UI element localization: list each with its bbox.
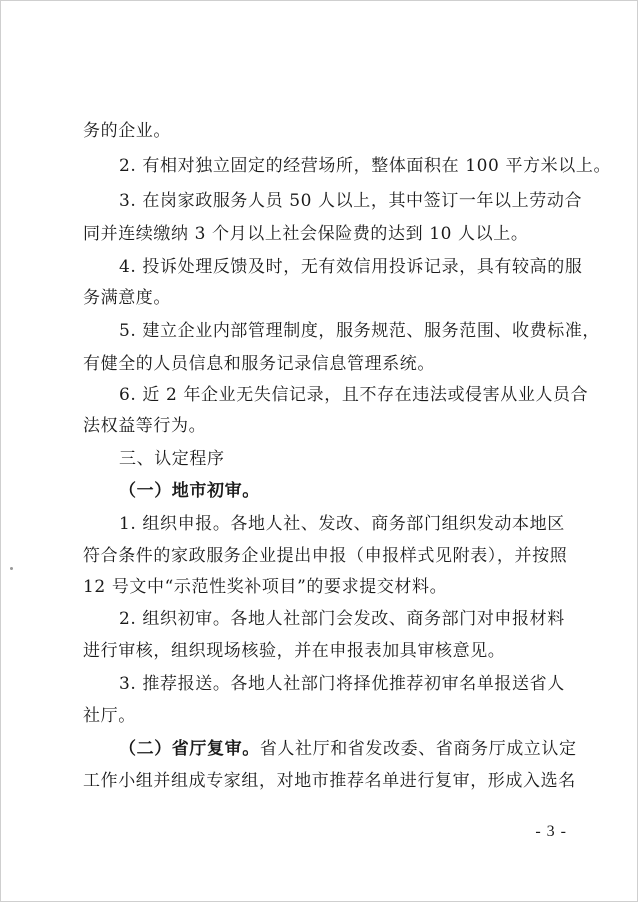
paragraph-text: 省人社厅和省发改委、省商务厅成立认定 (259, 739, 577, 759)
text-line: 符合条件的家政服务企业提出申报（申报样式见附表），并按照 (83, 546, 568, 566)
scan-mark (10, 567, 13, 570)
paragraph-line (119, 739, 577, 759)
text-line: 社厅。 (83, 706, 136, 726)
text-line: 6. 近 2 年企业无失信记录，且不存在违法或侵害从业人员合 (119, 385, 589, 405)
text-line: 有健全的人员信息和服务记录信息管理系统。 (83, 354, 435, 374)
text-line: 3. 在岗家政服务人员 50 人以上，其中签订一年以上劳动合 (119, 191, 583, 211)
text-line: 3. 推荐报送。各地人社部门将择优推荐初审名单报送省人 (119, 674, 565, 694)
text-line: 4. 投诉处理反馈及时，无有效信用投诉记录，具有较高的服 (119, 257, 583, 277)
subsection-heading-inline: （二）省厅复审。 (119, 739, 260, 759)
text-line: 1. 组织申报。各地人社、发改、商务部门组织发动本地区 (119, 514, 565, 534)
text-line: 2. 组织初审。各地人社部门会发改、商务部门对申报材料 (119, 609, 565, 629)
text-line: 5. 建立企业内部管理制度，服务规范、服务范围、收费标准， (119, 321, 601, 341)
text-line: 务满意度。 (83, 288, 171, 308)
text-line: 2. 有相对独立固定的经营场所，整体面积在 100 平方米以上。 (119, 156, 612, 176)
text-line: 12 号文中“示范性奖补项目”的要求提交材料。 (83, 577, 448, 597)
text-line: 进行审核，组织现场核验，并在申报表加具审核意见。 (83, 641, 506, 661)
section-heading: 三、认定程序 (119, 449, 225, 469)
page-number: - 3 - (535, 823, 567, 840)
text-line: 同并连续缴纳 3 个月以上社会保险费的达到 10 人以上。 (83, 224, 529, 244)
text-line: 务的企业。 (83, 121, 171, 141)
subsection-heading: （一）地市初审。 (119, 481, 260, 501)
text-line: 法权益等行为。 (83, 416, 207, 436)
text-line: 工作小组并组成专家组，对地市推荐名单进行复审，形成入选名 (83, 771, 576, 791)
